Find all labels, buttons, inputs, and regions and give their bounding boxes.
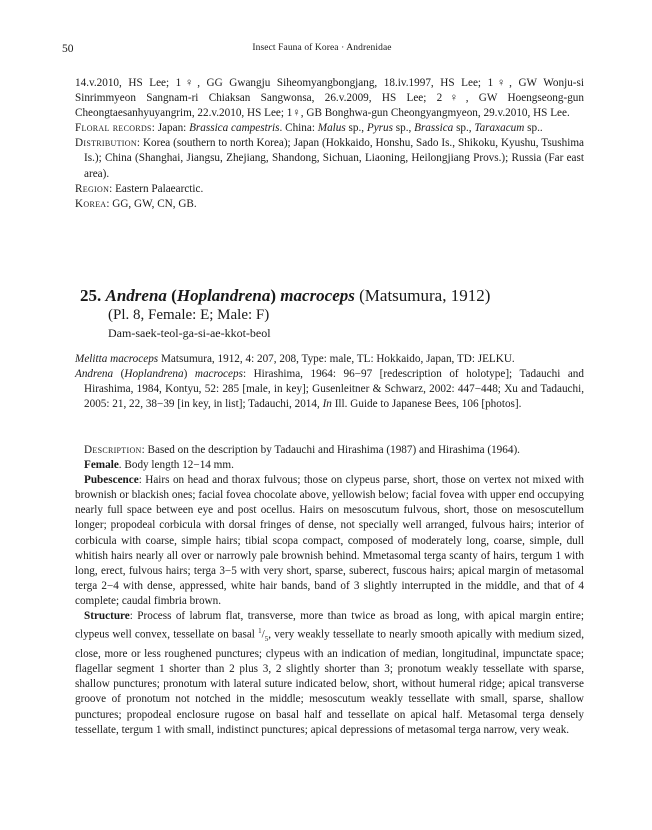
description-label: Description [84,444,142,456]
species-title: 25. Andrena (Hoplandrena) macroceps (Matsumura, 1912) [80,286,491,305]
distribution: Distribution: Korea (southern to north Korea); Japan (Hokkaido, Honshu, Sado Is., Shikoku, Kyushu, Tsushima Is.); China (Shanghai, Jiangsu, Zhejiang, Shandong, Sichuan, Liaoning, Heilongjiang Provs.); Russia (Far east area). [75,137,584,180]
species-heading [80,286,580,341]
description-intro: Description: Based on the description by Tadauchi and Hirashima (1987) and Hirashima (1964). [84,444,520,456]
synonym-entry: Melitta macroceps Matsumura, 1912, 4: 207, 208, Type: male, TL: Hokkaido, Japan, TD: JELKU. [75,353,515,365]
material-examined-continued: 14.v.2010, HS Lee; 1♀, GG Gwangju Siheomyangbongjang, 18.iv.1997, HS Lee; 1♀, GW Wonju-si Sinrimmyeon Sangnam-ri Chiaksan Sangwonsa, 26.v.2009, HS Lee; 2♀, GW Hoengseong-gun Cheongtaesanhyuyangrim, 22.v.2010, HS Lee; 1♀, GB Bonghwa-gun Cheongyangmyeon, 29.v.2010, HS Lee. [75,77,584,120]
floral-records-label: Floral records [75,122,152,135]
synonym-entry: Andrena (Hoplandrena) macroceps: Hirashima, 1964: 96−97 [redescription of holotype]; Tadauchi and Hirashima, 1984, Kontyu, 52: 285 [male, in key]; Gusenleitner & Schwarz, 2002: 447−448; Xu and Tadauchi, 2005: 21, 22, 38−39 [in key, in list]; Tadauchi, 2014, In Ill. Guide to Japanese Bees, 106 [photos]. [75,368,584,411]
page-number: 50 [62,43,74,55]
structure-label: Structure [84,610,130,623]
running-title: Insect Fauna of Korea · Andrenidae [252,43,392,53]
species-subgenus: Hoplandrena [176,286,271,305]
species-plate-ref: (Pl. 8, Female: E; Male: F) [108,307,270,323]
pubescence-label: Pubescence [84,474,139,487]
species-number: 25. [80,286,102,305]
description-block [75,443,584,738]
korea-provinces: Korea: GG, GW, CN, GB. [75,197,197,210]
female-section: Female. Body length 12−14 mm. [84,459,234,472]
species-korean-name: Dam-saek-teol-ga-si-ae-kkot-beol [108,326,271,340]
korea-label: Korea [75,197,107,210]
species-epithet: macroceps [280,286,355,305]
floral-records: Floral records: Japan: Brassica campestris. China: Malus sp., Pyrus sp., Brassica sp., Taraxacum sp.. [75,122,543,135]
structure-paragraph: Structure: Process of labrum flat, transverse, more than twice as broad as long, with apical margin entire; clypeus well convex, tessellate on basal $^1/_5$, very weakly tessellate to nearly smooth apically with medium sized, close, more or less roughened punctures; clypeus with an indication of median, longitudinal, impunctate space; flagellar segment 1 shorter than 2 plus 3, 2 slightly shorter than 3; pronotum weakly tessellate with sparse, shallow punctures; pronotum with lateral suture indicated below, short, without humeral ridge; apical transverse groove of pronotum not notched in the middle; mesoscutum weakly tessellate with small, sparse, shallow punctures; propodeal enclosure rugose on basal half and tessellate on apical half. Metasomal terga densely tessellate, tergum 1 with small, indistinct punctures; apical depressions of metasomal terga narrow, very weak. [75,610,584,736]
top-block [75,76,584,212]
synonymy-block [75,352,584,412]
species-genus: Andrena [105,286,167,305]
pubescence-paragraph: Pubescence: Hairs on head and thorax fulvous; those on clypeus parse, short, those on vertex not mixed with brownish or blackish ones; facial fovea chocolate above, yellowish below; facial fovea with upper end occupying nearly full space between eye and post ocellus. Hairs on mesoscutum fulvous, short, those on mesoscutellum longer; propodeal corbicula with dorsal fringes of dense, not specially well arranged, fulvous hairs; interior of corbicula with coarse, simple hairs; tibial scopa compact, composed of moderately long, coarse, simple, dull whitish hairs nearly all over or narrowly pale brownish behind. Mmetasomal terga scanty of hairs, tergum 1 with long, erect, fulvous hairs; terga 3−5 with very short, sparse, suberect, fuscous hairs; apical margin of metasomal terga 2−4 with dense, appressed, white hair bands, band of 3 slightly interrupted in the middle, and that of 4 complete; caudal fimbria brown. [75,474,584,607]
female-label: Female [84,459,119,472]
species-author: (Matsumura, 1912) [359,286,491,305]
region-label: Region [75,182,110,195]
region: Region: Eastern Palaearctic. [75,182,204,195]
distribution-label: Distribution [75,137,137,150]
